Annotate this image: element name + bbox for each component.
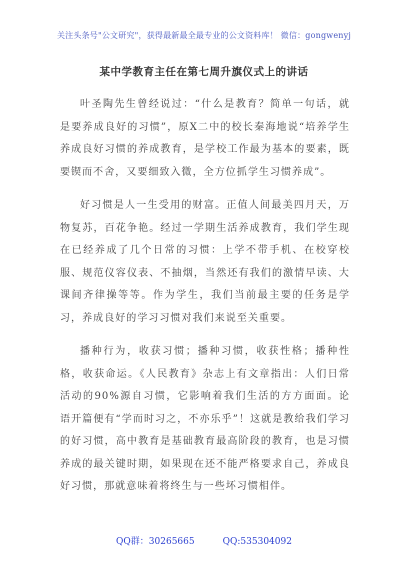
- footer-qq-group: QQ群：30265665: [116, 537, 195, 547]
- document-body: [60, 94, 350, 499]
- header-promo-note: 关注头条号"公文研究"，获得最新最全最专业的公文资料库！ 微信：gongwenyj: [56, 31, 352, 40]
- document-title: 某中学教育主任在第七周升旗仪式上的讲话: [99, 66, 309, 78]
- footer-qq: QQ:535304092: [222, 537, 292, 547]
- footer-contact: [0, 534, 408, 547]
- body-paragraph-3: 播种行为，收获习惯；播种习惯，收获性格；播种性格，收获命运。《人民教育》杂志上有文章指出：人们日常活动的90%源自习惯，它影响着我们生活的方方面面。论语开篇便有“学而时习之，不亦乐乎”！这就是教给我们学习的好习惯，高中教育是基础教育最高阶段的教育，也是习惯养成的最关键时期，如果现在还不能严格要求自己，养成良好习惯，那就意味着将终生与一些坏习惯相伴。: [60, 346, 350, 492]
- body-paragraph-1: 叶圣陶先生曾经说过：“什么是教育？简单一句话，就是要养成良好的习惯”，原X二中的校长秦海地说“培养学生养成良好习惯的养成教育，是学校工作最为基本的要素，既要锲而不舍，又要细致入微，全方位抓学生习惯养成”。: [60, 99, 350, 178]
- body-paragraph-2: 好习惯是人一生受用的财富。正值人间最美四月天，万物复苏，百花争艳。经过一学期生活养成教育，我们学生现在已经养成了几个日常的习惯：上学不带手机、在校穿校服、规范仪容仪表、不抽烟，当然还有我们的激情早读、大课间齐律操等等。作为学生，我们当前最主要的任务是学习，养成良好的学习习惯对我们来说至关重要。: [60, 200, 350, 324]
